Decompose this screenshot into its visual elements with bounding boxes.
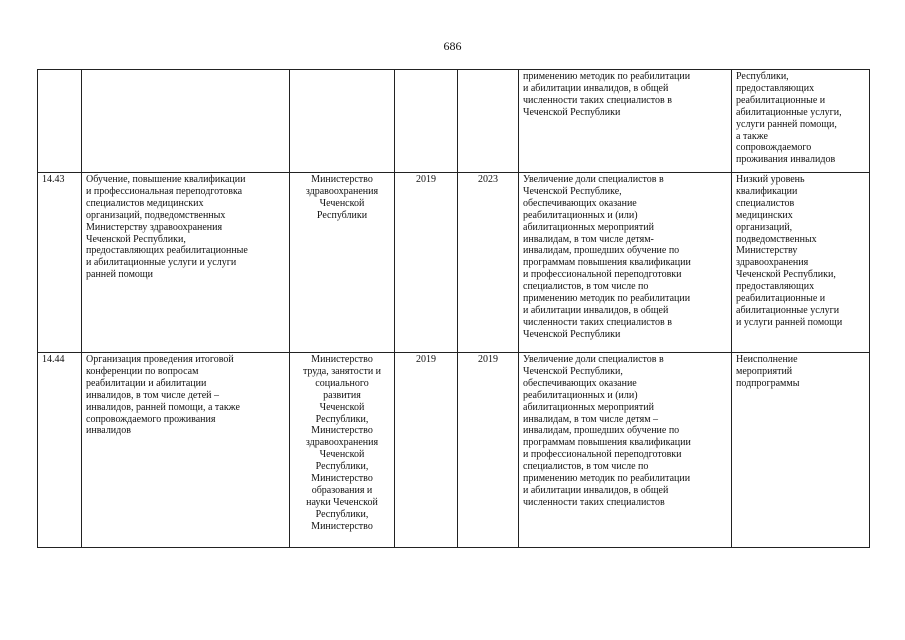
executor-cell [290, 70, 395, 173]
start-year-cell [395, 70, 458, 173]
row-number-cell [38, 70, 82, 173]
executor-cell: Министерство труда, занятости и социального развития Чеченской Республики, Министерство здравоохранения Чеченской Республики, Министерство образования и науки Чеченской Республики, Министерство [290, 353, 395, 548]
measure-name-cell: Организация проведения итоговой конференции по вопросам реабилитации и абилитации инвалидов, в том числе детей – инвалидов, ранней помощи, а также сопровождаемого проживания инвалидов [82, 353, 290, 548]
table-row [38, 353, 870, 548]
end-year-cell: 2019 [458, 353, 519, 548]
row-number-cell: 14.43 [38, 173, 82, 353]
table-row [38, 70, 870, 173]
start-year-cell: 2019 [395, 173, 458, 353]
end-year-cell [458, 70, 519, 173]
expected-result-cell: Увеличение доли специалистов в Чеченской Республике, обеспечивающих оказание реабилитационных и (или) абилитационных мероприятий инвалидам, в том числе детям- инвалидам, прошедших обучение по программам повышения квалификации и профессиональной переподготовки специалистов, в том числе по применению методик по реабилитации и абилитации инвалидов, в общей численности таких специалистов в Чеченской Республики [519, 173, 732, 353]
end-year-cell: 2023 [458, 173, 519, 353]
expected-result-cell: Увеличение доли специалистов в Чеченской Республики, обеспечивающих оказание реабилитационных и (или) абилитационных мероприятий инвалидам, в том числе детям – инвалидам, прошедших обучение по программам повышения квалификации и профессиональной переподготовки специалистов, в том числе по применению методик по реабилитации и абилитации инвалидов, в общей численности таких специалистов [519, 353, 732, 548]
consequence-cell: Республики, предоставляющих реабилитационные и абилитационные услуги, услуги ранней помощи, а также сопровождаемого проживания инвалидов [732, 70, 870, 173]
consequence-cell: Неисполнение мероприятий подпрограммы [732, 353, 870, 548]
page-number: 686 [443, 39, 462, 53]
executor-cell: Министерство здравоохранения Чеченской Республики [290, 173, 395, 353]
expected-result-cell: применению методик по реабилитации и абилитации инвалидов, в общей численности таких специалистов в Чеченской Республики [519, 70, 732, 173]
measure-name-cell [82, 70, 290, 173]
measure-name-cell: Обучение, повышение квалификации и профессиональная переподготовка специалистов медицинских организаций, подведомственных Министерству здравоохранения Чеченской Республики, предоставляющих реабилитационные и абилитационные услуги и услуги ранней помощи [82, 173, 290, 353]
consequence-cell: Низкий уровень квалификации специалистов медицинских организаций, подведомственных Министерству здравоохранения Чеченской Республики, предоставляющих реабилитационные и абилитационные услуги и услуги ранней помощи [732, 173, 870, 353]
start-year-cell: 2019 [395, 353, 458, 548]
table-row [38, 173, 870, 353]
measures-table [37, 69, 870, 548]
row-number-cell: 14.44 [38, 353, 82, 548]
